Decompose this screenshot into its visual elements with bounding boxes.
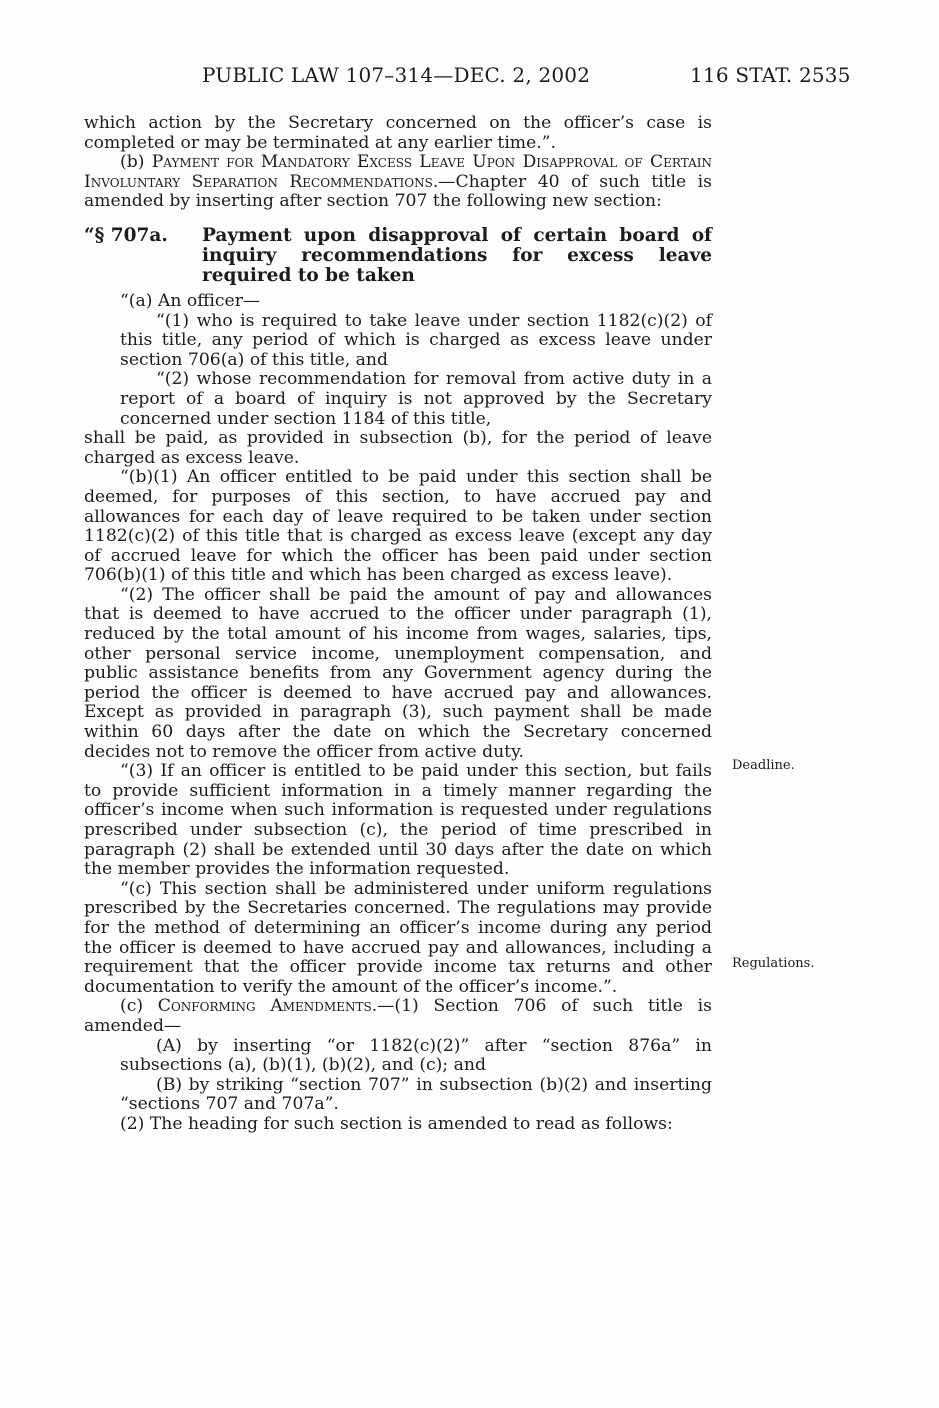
margin-note-regulations: Regulations. <box>732 956 815 971</box>
paragraph-conforming-A: (A) by inserting “or 1182(c)(2)” after “section 876a” in subsections (a), (b)(1), (b)(2), and (c); and <box>120 1035 712 1076</box>
conforming-label: (c) <box>120 996 158 1017</box>
paragraph-c: “(c) This section shall be administered under uniform regulations prescribed by the Secretaries concerned. The regulations may provide for the method of determining an officer’s income during any period the officer is deemed to have accrued pay and allowances, including a requirement that the officer provide income tax returns and other documentation to verify the amount of the officer’s income.”. <box>84 878 712 997</box>
paragraph-a2: “(2) whose recommendation for removal from active duty in a report of a board of inquiry is not approved by the Secretary concerned under section 1184 of this title, <box>120 369 712 429</box>
section-number: “§ 707a. <box>84 224 168 246</box>
body-text <box>84 114 712 1135</box>
conforming-heading: Conforming Amendments. <box>157 996 378 1017</box>
paragraph-b2: “(2) The officer shall be paid the amount of pay and allowances that is deemed to have accrued to the officer under paragraph (1), reduced by the total amount of his income from wages, salaries, tips, other personal service income, unemployment compensation, and public assistance benefits from any Government agency during the period the officer is deemed to have accrued pay and allowances. Except as provided in paragraph (3), such payment shall be made within 60 days after the date on which the Secretary concerned decides not to remove the officer from active duty. <box>84 584 712 762</box>
paragraph-subsection-b <box>84 153 712 212</box>
paragraph-conforming-2: (2) The heading for such section is amended to read as follows: <box>120 1113 673 1134</box>
section-title: Payment upon disapproval of certain board of inquiry recommendations for excess leave required to be taken <box>202 224 712 286</box>
paragraph-conforming-B: (B) by striking “section 707” in subsection (b)(2) and inserting “sections 707 and 707a”. <box>120 1074 712 1115</box>
paragraph-a-close: shall be paid, as provided in subsection (b), for the period of leave charged as excess leave. <box>84 428 712 468</box>
paragraph-a-intro: “(a) An officer— <box>120 290 261 311</box>
paragraph-b3: “(3) If an officer is entitled to be paid under this section, but fails to provide sufficient information in a timely manner regarding the officer’s income when such information is requested under regulations prescribed under subsection (c), the period of time prescribed in paragraph (2) shall be extended until 30 days after the date on which the member provides the information requested. <box>84 761 712 880</box>
subsection-b-heading: Payment for Mandatory Excess Leave Upon Disapproval of Certain Involuntary Separation Recommendations. <box>84 152 712 192</box>
margin-note-deadline: Deadline. <box>732 758 795 773</box>
paragraph-a1: “(1) who is required to take leave under section 1182(c)(2) of this title, any period of which is charged as excess leave under section 706(a) of this title, and <box>120 310 712 370</box>
page-header <box>0 63 939 93</box>
paragraph-conforming <box>84 997 712 1036</box>
subsection-b-text: —Chapter 40 of such title is amended by inserting after section 707 the following new section: <box>84 171 712 212</box>
paragraph-b1: “(b)(1) An officer entitled to be paid under this section shall be deemed, for purposes of this section, to have accrued pay and allowances for each day of leave required to be taken under section 1182(c)(2) of this title that is charged as excess leave (except any day of accrued leave for which the officer has been paid under section 706(b)(1) of this title and which has been charged as excess leave). <box>84 467 712 586</box>
header-stat-page: 116 STAT. 2535 <box>690 63 851 87</box>
paragraph-continuation: which action by the Secretary concerned on the officer’s case is completed or may be terminated at any earlier time.”. <box>84 113 712 153</box>
conforming-text: —(1) Section 706 of such title is amended— <box>84 996 712 1036</box>
section-heading <box>84 226 712 286</box>
header-title: PUBLIC LAW 107–314—DEC. 2, 2002 <box>202 63 591 87</box>
subsection-b-label: (b) <box>120 152 152 173</box>
